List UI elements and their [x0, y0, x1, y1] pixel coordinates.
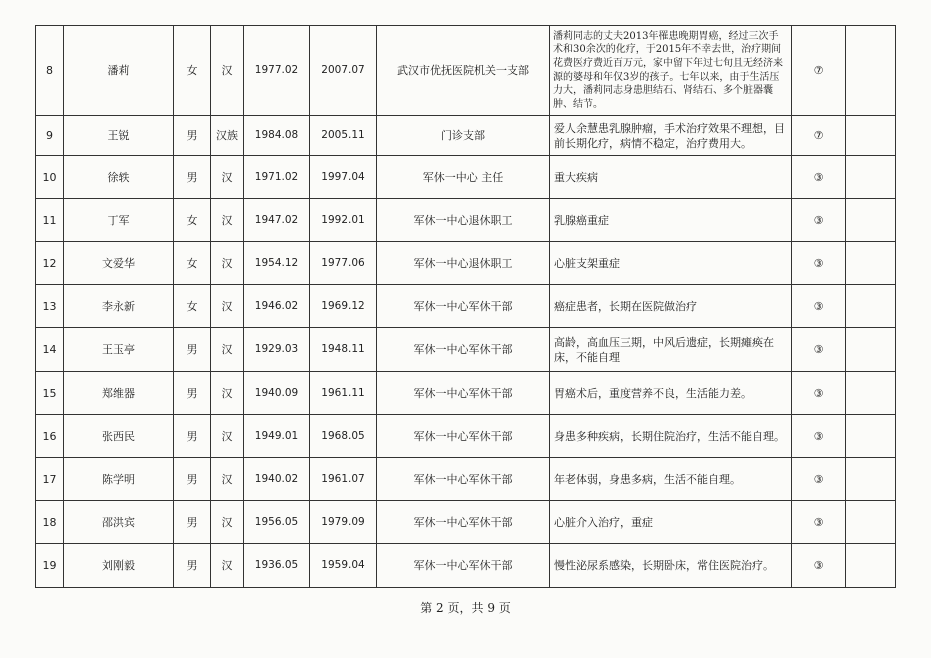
- hardship-reason: 乳腺癌重症: [550, 199, 792, 242]
- category-mark: ③: [792, 156, 846, 199]
- hardship-reason: 重大疾病: [550, 156, 792, 199]
- remark: [846, 372, 896, 415]
- ethnicity: 汉: [211, 544, 244, 588]
- birth-date: 1940.09: [244, 372, 310, 415]
- gender: 女: [174, 199, 211, 242]
- gender: 女: [174, 26, 211, 116]
- row-number: 14: [36, 328, 64, 372]
- ethnicity: 汉: [211, 26, 244, 116]
- remark: [846, 285, 896, 328]
- birth-date: 1946.02: [244, 285, 310, 328]
- gender: 女: [174, 242, 211, 285]
- hardship-reason: 身患多种疾病，长期住院治疗，生活不能自理。: [550, 415, 792, 458]
- gender: 男: [174, 328, 211, 372]
- person-name: 潘莉: [64, 26, 174, 116]
- birth-date: 1940.02: [244, 458, 310, 501]
- table-row: [36, 328, 896, 372]
- remark: [846, 328, 896, 372]
- ethnicity: 汉: [211, 156, 244, 199]
- remark: [846, 501, 896, 544]
- birth-date: 1947.02: [244, 199, 310, 242]
- remark: [846, 544, 896, 588]
- page-number: 第 2 页，共 9 页: [420, 601, 511, 615]
- remark: [846, 415, 896, 458]
- category-mark: ③: [792, 415, 846, 458]
- row-number: 9: [36, 116, 64, 156]
- work-start-date: 1992.01: [310, 199, 377, 242]
- birth-date: 1956.05: [244, 501, 310, 544]
- gender: 男: [174, 156, 211, 199]
- hardship-reason: 潘莉同志的丈夫2013年罹患晚期胃癌，经过三次手术和30余次的化疗，于2015年不幸去世，治疗期间花费医疗费近百万元，家中留下年过七旬且无经济来源的婆母和年仅3岁的孩子。七年以来，由于生活压力大，潘莉同志身患胆结石、肾结石、多个脏器囊肿、结节。: [550, 26, 792, 116]
- table-row: [36, 116, 896, 156]
- category-mark: ③: [792, 285, 846, 328]
- person-name: 王锐: [64, 116, 174, 156]
- gender: 男: [174, 372, 211, 415]
- row-number: 19: [36, 544, 64, 588]
- remark: [846, 199, 896, 242]
- work-start-date: 1979.09: [310, 501, 377, 544]
- hardship-reason: 心脏支架重症: [550, 242, 792, 285]
- remark: [846, 242, 896, 285]
- birth-date: 1936.05: [244, 544, 310, 588]
- work-start-date: 1948.11: [310, 328, 377, 372]
- gender: 男: [174, 544, 211, 588]
- category-mark: ③: [792, 458, 846, 501]
- work-start-date: 1961.11: [310, 372, 377, 415]
- table-row: [36, 242, 896, 285]
- person-name: 郑维器: [64, 372, 174, 415]
- person-name: 刘刚毅: [64, 544, 174, 588]
- table-row: [36, 199, 896, 242]
- hardship-reason: 心脏介入治疗，重症: [550, 501, 792, 544]
- ethnicity: 汉: [211, 199, 244, 242]
- work-start-date: 1968.05: [310, 415, 377, 458]
- category-mark: ③: [792, 372, 846, 415]
- birth-date: 1984.08: [244, 116, 310, 156]
- row-number: 13: [36, 285, 64, 328]
- category-mark: ③: [792, 242, 846, 285]
- work-unit: 门诊支部: [377, 116, 550, 156]
- work-unit: 军休一中心 主任: [377, 156, 550, 199]
- hardship-reason: 癌症患者，长期在医院做治疗: [550, 285, 792, 328]
- row-number: 8: [36, 26, 64, 116]
- table-row: [36, 458, 896, 501]
- category-mark: ③: [792, 544, 846, 588]
- person-name: 张西民: [64, 415, 174, 458]
- work-unit: 军休一中心军休干部: [377, 501, 550, 544]
- hardship-reason: 高龄，高血压三期，中风后遗症，长期瘫痪在床，不能自理: [550, 328, 792, 372]
- work-start-date: 2007.07: [310, 26, 377, 116]
- table-row: [36, 285, 896, 328]
- gender: 男: [174, 415, 211, 458]
- hardship-roster-table: [35, 25, 896, 588]
- table-row: [36, 26, 896, 116]
- gender: 男: [174, 458, 211, 501]
- person-name: 王玉亭: [64, 328, 174, 372]
- work-unit: 军休一中心军休干部: [377, 372, 550, 415]
- row-number: 18: [36, 501, 64, 544]
- category-mark: ⑦: [792, 26, 846, 116]
- work-start-date: 1977.06: [310, 242, 377, 285]
- person-name: 徐轶: [64, 156, 174, 199]
- ethnicity: 汉族: [211, 116, 244, 156]
- remark: [846, 458, 896, 501]
- person-name: 丁军: [64, 199, 174, 242]
- birth-date: 1949.01: [244, 415, 310, 458]
- row-number: 10: [36, 156, 64, 199]
- ethnicity: 汉: [211, 372, 244, 415]
- table-row: [36, 156, 896, 199]
- person-name: 文爱华: [64, 242, 174, 285]
- hardship-reason: 慢性泌尿系感染，长期卧床，常住医院治疗。: [550, 544, 792, 588]
- row-number: 15: [36, 372, 64, 415]
- work-unit: 军休一中心退休职工: [377, 242, 550, 285]
- birth-date: 1929.03: [244, 328, 310, 372]
- hardship-reason: 胃癌术后，重度营养不良，生活能力差。: [550, 372, 792, 415]
- roster-body: [36, 26, 896, 588]
- work-start-date: 1969.12: [310, 285, 377, 328]
- work-unit: 武汉市优抚医院机关一支部: [377, 26, 550, 116]
- birth-date: 1971.02: [244, 156, 310, 199]
- work-unit: 军休一中心军休干部: [377, 458, 550, 501]
- work-start-date: 1959.04: [310, 544, 377, 588]
- ethnicity: 汉: [211, 458, 244, 501]
- ethnicity: 汉: [211, 328, 244, 372]
- work-start-date: 1961.07: [310, 458, 377, 501]
- ethnicity: 汉: [211, 285, 244, 328]
- work-unit: 军休一中心军休干部: [377, 328, 550, 372]
- person-name: 邵洪宾: [64, 501, 174, 544]
- row-number: 16: [36, 415, 64, 458]
- ethnicity: 汉: [211, 501, 244, 544]
- hardship-reason: 年老体弱，身患多病，生活不能自理。: [550, 458, 792, 501]
- work-start-date: 1997.04: [310, 156, 377, 199]
- table-row: [36, 415, 896, 458]
- table-row: [36, 501, 896, 544]
- work-unit: 军休一中心军休干部: [377, 285, 550, 328]
- remark: [846, 116, 896, 156]
- category-mark: ③: [792, 328, 846, 372]
- work-unit: 军休一中心军休干部: [377, 415, 550, 458]
- remark: [846, 26, 896, 116]
- work-unit: 军休一中心退休职工: [377, 199, 550, 242]
- gender: 女: [174, 285, 211, 328]
- category-mark: ③: [792, 501, 846, 544]
- row-number: 12: [36, 242, 64, 285]
- hardship-reason: 爱人余慧患乳腺肿瘤，手术治疗效果不理想，目前长期化疗，病情不稳定，治疗费用大。: [550, 116, 792, 156]
- work-unit: 军休一中心军休干部: [377, 544, 550, 588]
- row-number: 11: [36, 199, 64, 242]
- ethnicity: 汉: [211, 415, 244, 458]
- category-mark: ③: [792, 199, 846, 242]
- birth-date: 1954.12: [244, 242, 310, 285]
- birth-date: 1977.02: [244, 26, 310, 116]
- table-row: [36, 372, 896, 415]
- category-mark: ⑦: [792, 116, 846, 156]
- table-row: [36, 544, 896, 588]
- remark: [846, 156, 896, 199]
- work-start-date: 2005.11: [310, 116, 377, 156]
- gender: 男: [174, 501, 211, 544]
- ethnicity: 汉: [211, 242, 244, 285]
- person-name: 李永新: [64, 285, 174, 328]
- gender: 男: [174, 116, 211, 156]
- person-name: 陈学明: [64, 458, 174, 501]
- row-number: 17: [36, 458, 64, 501]
